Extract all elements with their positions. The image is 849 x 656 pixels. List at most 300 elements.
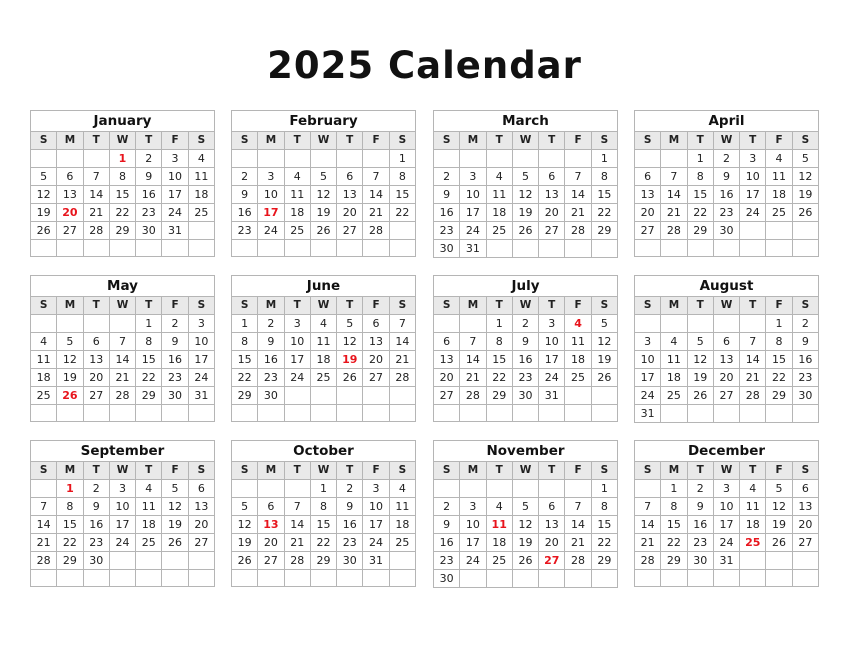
date-cell: 8: [591, 168, 617, 186]
date-cell: 30: [434, 570, 460, 588]
date-cell: 22: [661, 534, 687, 552]
date-cell: 15: [661, 516, 687, 534]
empty-cell: [363, 150, 389, 168]
weekday-header-row: [232, 462, 416, 480]
week-row: [232, 480, 416, 498]
week-row: [635, 552, 819, 570]
date-cell: 27: [337, 222, 363, 240]
empty-cell: [713, 240, 739, 257]
date-cell: 29: [310, 552, 336, 570]
date-cell: 18: [565, 351, 591, 369]
date-cell: 10: [460, 516, 486, 534]
week-row: [31, 315, 215, 333]
empty-cell: [486, 150, 512, 168]
weekday-header: M: [661, 297, 687, 315]
weekday-header: S: [389, 132, 415, 150]
week-row: [635, 369, 819, 387]
empty-cell: [310, 405, 336, 422]
date-cell: 12: [232, 516, 258, 534]
date-cell: 4: [284, 168, 310, 186]
date-cell: 11: [136, 498, 162, 516]
week-row: [434, 498, 618, 516]
date-cell: 7: [363, 168, 389, 186]
date-cell: 24: [258, 222, 284, 240]
empty-cell: [512, 405, 538, 422]
date-cell: 6: [635, 168, 661, 186]
date-cell: 4: [486, 168, 512, 186]
empty-cell: [136, 240, 162, 257]
date-cell: 5: [512, 498, 538, 516]
date-cell: 26: [162, 534, 188, 552]
date-cell: 16: [258, 351, 284, 369]
empty-cell: [486, 570, 512, 588]
week-row: [232, 168, 416, 186]
empty-cell: [232, 480, 258, 498]
date-cell: 2: [83, 480, 109, 498]
week-row: [434, 315, 618, 333]
empty-cell: [337, 387, 363, 405]
date-cell: 27: [83, 387, 109, 405]
date-cell: 4: [389, 480, 415, 498]
date-cell: 3: [460, 498, 486, 516]
date-cell: 6: [539, 498, 565, 516]
empty-cell: [109, 405, 135, 422]
date-cell: 13: [539, 186, 565, 204]
week-row: [232, 534, 416, 552]
empty-cell: [31, 240, 57, 257]
date-cell: 26: [687, 387, 713, 405]
date-cell: 29: [232, 387, 258, 405]
week-row: [635, 222, 819, 240]
date-cell: 15: [57, 516, 83, 534]
month-name: November: [433, 440, 618, 461]
week-row: [434, 516, 618, 534]
week-row: [635, 240, 819, 257]
date-cell: 23: [713, 204, 739, 222]
date-cell: 9: [258, 333, 284, 351]
empty-cell: [512, 150, 538, 168]
empty-cell: [635, 150, 661, 168]
date-cell: 22: [687, 204, 713, 222]
date-cell: 3: [539, 315, 565, 333]
week-row: [434, 204, 618, 222]
holiday-date-cell: 19: [337, 351, 363, 369]
week-row: [434, 480, 618, 498]
month-name: September: [30, 440, 215, 461]
weekday-header: M: [258, 132, 284, 150]
weekday-header: S: [188, 297, 214, 315]
date-cell: 14: [389, 333, 415, 351]
date-cell: 23: [687, 534, 713, 552]
weekday-header: T: [740, 297, 766, 315]
date-cell: 7: [460, 333, 486, 351]
week-row: [31, 150, 215, 168]
date-cell: 13: [792, 498, 818, 516]
date-cell: 25: [486, 222, 512, 240]
empty-cell: [310, 387, 336, 405]
date-cell: 3: [109, 480, 135, 498]
month-august: [634, 275, 819, 423]
date-cell: 26: [310, 222, 336, 240]
empty-cell: [591, 570, 617, 588]
date-cell: 10: [109, 498, 135, 516]
date-cell: 24: [713, 534, 739, 552]
date-cell: 25: [188, 204, 214, 222]
week-row: [635, 534, 819, 552]
date-cell: 17: [713, 516, 739, 534]
date-cell: 25: [310, 369, 336, 387]
date-cell: 6: [792, 480, 818, 498]
week-row: [31, 186, 215, 204]
date-cell: 7: [565, 168, 591, 186]
weekday-header: W: [512, 462, 538, 480]
month-table: [231, 461, 416, 587]
date-cell: 14: [635, 516, 661, 534]
weekday-header: M: [57, 297, 83, 315]
empty-cell: [486, 405, 512, 422]
week-row: [635, 351, 819, 369]
empty-cell: [766, 552, 792, 570]
empty-cell: [661, 315, 687, 333]
date-cell: 9: [713, 168, 739, 186]
empty-cell: [434, 315, 460, 333]
date-cell: 25: [766, 204, 792, 222]
date-cell: 3: [363, 480, 389, 498]
week-row: [232, 570, 416, 587]
date-cell: 8: [591, 498, 617, 516]
date-cell: 13: [434, 351, 460, 369]
date-cell: 14: [460, 351, 486, 369]
date-cell: 5: [232, 498, 258, 516]
holiday-date-cell: 26: [57, 387, 83, 405]
empty-cell: [661, 405, 687, 423]
date-cell: 21: [363, 204, 389, 222]
empty-cell: [661, 150, 687, 168]
date-cell: 8: [766, 333, 792, 351]
week-row: [635, 516, 819, 534]
empty-cell: [687, 405, 713, 423]
empty-cell: [565, 240, 591, 258]
date-cell: 31: [363, 552, 389, 570]
month-name: December: [634, 440, 819, 461]
date-cell: 2: [232, 168, 258, 186]
weekday-header: W: [310, 132, 336, 150]
weekday-header: T: [740, 462, 766, 480]
empty-cell: [389, 222, 415, 240]
empty-cell: [258, 150, 284, 168]
date-cell: 4: [188, 150, 214, 168]
week-row: [232, 315, 416, 333]
date-cell: 7: [109, 333, 135, 351]
date-cell: 21: [31, 534, 57, 552]
date-cell: 14: [284, 516, 310, 534]
empty-cell: [591, 405, 617, 422]
date-cell: 19: [310, 204, 336, 222]
date-cell: 12: [591, 333, 617, 351]
date-cell: 22: [57, 534, 83, 552]
week-row: [31, 480, 215, 498]
empty-cell: [337, 150, 363, 168]
weekday-header: F: [565, 132, 591, 150]
weekday-header: S: [434, 132, 460, 150]
weekday-header: W: [109, 297, 135, 315]
date-cell: 9: [136, 168, 162, 186]
date-cell: 24: [109, 534, 135, 552]
month-june: [231, 275, 416, 422]
empty-cell: [635, 480, 661, 498]
date-cell: 28: [565, 222, 591, 240]
date-cell: 18: [486, 204, 512, 222]
weekday-header: S: [188, 462, 214, 480]
weekday-header: S: [389, 297, 415, 315]
week-row: [31, 168, 215, 186]
page-title: 2025 Calendar: [267, 44, 582, 87]
weekday-header-row: [31, 297, 215, 315]
month-april: [634, 110, 819, 257]
date-cell: 3: [740, 150, 766, 168]
weekday-header: T: [539, 462, 565, 480]
empty-cell: [434, 405, 460, 422]
date-cell: 23: [434, 222, 460, 240]
weekday-header: T: [486, 297, 512, 315]
date-cell: 6: [258, 498, 284, 516]
date-cell: 7: [635, 498, 661, 516]
date-cell: 16: [136, 186, 162, 204]
date-cell: 14: [565, 516, 591, 534]
date-cell: 1: [232, 315, 258, 333]
month-september: [30, 440, 215, 587]
empty-cell: [539, 150, 565, 168]
month-name: August: [634, 275, 819, 296]
week-row: [31, 570, 215, 587]
date-cell: 17: [363, 516, 389, 534]
date-cell: 13: [713, 351, 739, 369]
week-row: [434, 222, 618, 240]
weekday-header: T: [337, 462, 363, 480]
date-cell: 21: [109, 369, 135, 387]
date-cell: 20: [258, 534, 284, 552]
month-table: [231, 131, 416, 257]
date-cell: 28: [740, 387, 766, 405]
date-cell: 30: [792, 387, 818, 405]
date-cell: 28: [284, 552, 310, 570]
date-cell: 27: [57, 222, 83, 240]
date-cell: 3: [460, 168, 486, 186]
date-cell: 18: [766, 186, 792, 204]
weekday-header: S: [232, 297, 258, 315]
date-cell: 19: [162, 516, 188, 534]
empty-cell: [565, 570, 591, 588]
date-cell: 14: [565, 186, 591, 204]
weekday-header: S: [434, 462, 460, 480]
date-cell: 28: [109, 387, 135, 405]
weekday-header: T: [136, 132, 162, 150]
date-cell: 22: [591, 534, 617, 552]
date-cell: 18: [310, 351, 336, 369]
empty-cell: [687, 240, 713, 257]
empty-cell: [258, 570, 284, 587]
week-row: [31, 204, 215, 222]
date-cell: 26: [31, 222, 57, 240]
date-cell: 31: [539, 387, 565, 405]
date-cell: 9: [83, 498, 109, 516]
date-cell: 25: [31, 387, 57, 405]
date-cell: 18: [740, 516, 766, 534]
date-cell: 9: [512, 333, 538, 351]
date-cell: 6: [83, 333, 109, 351]
date-cell: 23: [232, 222, 258, 240]
week-row: [635, 315, 819, 333]
date-cell: 14: [363, 186, 389, 204]
date-cell: 13: [363, 333, 389, 351]
month-october: [231, 440, 416, 587]
date-cell: 12: [766, 498, 792, 516]
week-row: [232, 369, 416, 387]
month-table: [634, 296, 819, 423]
date-cell: 20: [539, 534, 565, 552]
weekday-header: T: [687, 132, 713, 150]
weekday-header: T: [83, 462, 109, 480]
date-cell: 24: [460, 552, 486, 570]
date-cell: 5: [162, 480, 188, 498]
date-cell: 28: [460, 387, 486, 405]
date-cell: 16: [434, 204, 460, 222]
date-cell: 4: [661, 333, 687, 351]
date-cell: 26: [512, 222, 538, 240]
weekday-header: T: [687, 462, 713, 480]
weekday-header: S: [792, 132, 818, 150]
weekday-header-row: [635, 132, 819, 150]
date-cell: 29: [136, 387, 162, 405]
date-cell: 5: [591, 315, 617, 333]
empty-cell: [188, 222, 214, 240]
date-cell: 9: [792, 333, 818, 351]
week-row: [434, 552, 618, 570]
empty-cell: [83, 150, 109, 168]
date-cell: 19: [512, 534, 538, 552]
empty-cell: [83, 240, 109, 257]
empty-cell: [740, 570, 766, 587]
date-cell: 16: [232, 204, 258, 222]
empty-cell: [57, 570, 83, 587]
date-cell: 9: [434, 186, 460, 204]
date-cell: 17: [162, 186, 188, 204]
date-cell: 10: [713, 498, 739, 516]
empty-cell: [661, 570, 687, 587]
date-cell: 18: [284, 204, 310, 222]
date-cell: 28: [389, 369, 415, 387]
date-cell: 30: [83, 552, 109, 570]
empty-cell: [687, 570, 713, 587]
weekday-header: T: [740, 132, 766, 150]
date-cell: 29: [109, 222, 135, 240]
date-cell: 14: [661, 186, 687, 204]
empty-cell: [389, 552, 415, 570]
empty-cell: [635, 315, 661, 333]
date-cell: 29: [591, 222, 617, 240]
date-cell: 13: [337, 186, 363, 204]
empty-cell: [188, 405, 214, 422]
date-cell: 4: [486, 498, 512, 516]
week-row: [31, 351, 215, 369]
month-name: March: [433, 110, 618, 131]
empty-cell: [539, 405, 565, 422]
weekday-header-row: [635, 297, 819, 315]
weekday-header: F: [766, 462, 792, 480]
weekday-header: M: [661, 132, 687, 150]
week-row: [635, 570, 819, 587]
week-row: [232, 498, 416, 516]
empty-cell: [460, 480, 486, 498]
date-cell: 22: [109, 204, 135, 222]
date-cell: 10: [740, 168, 766, 186]
date-cell: 18: [389, 516, 415, 534]
date-cell: 19: [512, 204, 538, 222]
date-cell: 11: [740, 498, 766, 516]
date-cell: 23: [512, 369, 538, 387]
weekday-header: F: [565, 297, 591, 315]
month-february: [231, 110, 416, 257]
week-row: [232, 516, 416, 534]
empty-cell: [31, 150, 57, 168]
date-cell: 30: [687, 552, 713, 570]
date-cell: 11: [766, 168, 792, 186]
holiday-date-cell: 1: [109, 150, 135, 168]
date-cell: 10: [258, 186, 284, 204]
date-cell: 6: [337, 168, 363, 186]
date-cell: 7: [565, 498, 591, 516]
empty-cell: [713, 405, 739, 423]
week-row: [635, 150, 819, 168]
date-cell: 19: [57, 369, 83, 387]
date-cell: 20: [363, 351, 389, 369]
week-row: [434, 333, 618, 351]
date-cell: 30: [162, 387, 188, 405]
date-cell: 18: [661, 369, 687, 387]
date-cell: 19: [687, 369, 713, 387]
date-cell: 5: [337, 315, 363, 333]
date-cell: 19: [591, 351, 617, 369]
date-cell: 10: [635, 351, 661, 369]
date-cell: 24: [460, 222, 486, 240]
empty-cell: [792, 405, 818, 423]
empty-cell: [57, 240, 83, 257]
date-cell: 20: [539, 204, 565, 222]
date-cell: 1: [389, 150, 415, 168]
date-cell: 9: [687, 498, 713, 516]
empty-cell: [337, 240, 363, 257]
empty-cell: [363, 387, 389, 405]
date-cell: 20: [434, 369, 460, 387]
date-cell: 25: [486, 552, 512, 570]
date-cell: 15: [591, 516, 617, 534]
month-table: [433, 296, 618, 422]
weekday-header-row: [434, 462, 618, 480]
empty-cell: [512, 570, 538, 588]
empty-cell: [284, 570, 310, 587]
empty-cell: [57, 150, 83, 168]
empty-cell: [661, 240, 687, 257]
empty-cell: [284, 150, 310, 168]
date-cell: 22: [232, 369, 258, 387]
weekday-header: W: [109, 462, 135, 480]
empty-cell: [83, 570, 109, 587]
weekday-header: W: [713, 462, 739, 480]
date-cell: 2: [512, 315, 538, 333]
date-cell: 2: [434, 498, 460, 516]
date-cell: 31: [460, 240, 486, 258]
empty-cell: [162, 552, 188, 570]
